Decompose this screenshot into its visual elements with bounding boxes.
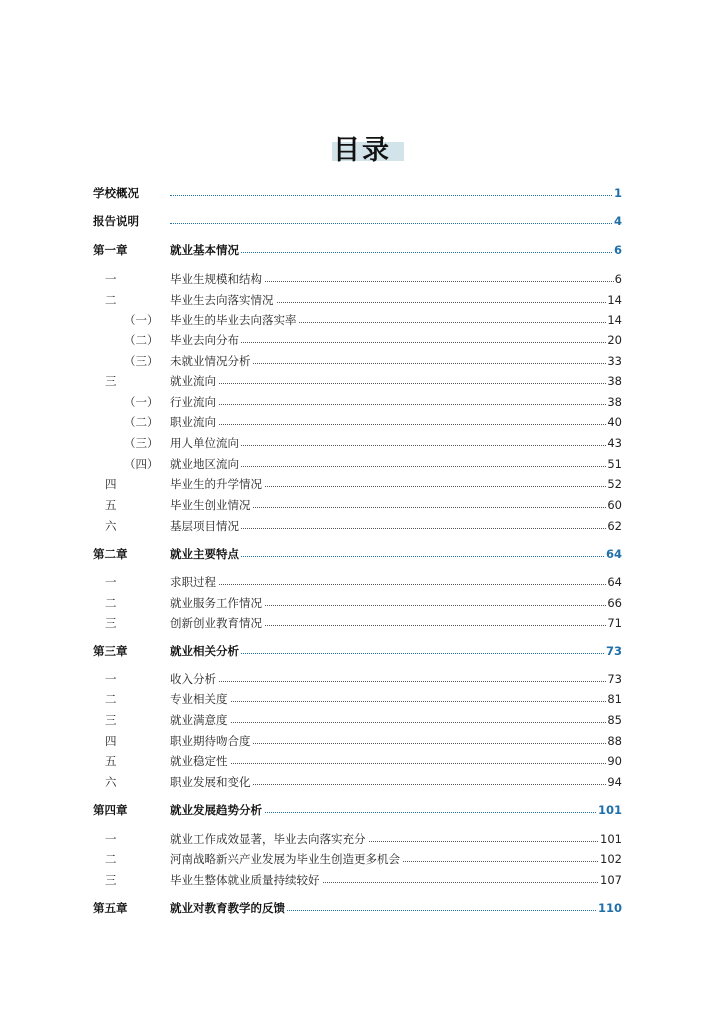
- toc-entry-number: 六: [105, 775, 117, 789]
- toc-entry-title: 基层项目情况: [170, 519, 239, 533]
- toc-page-number: 38: [607, 395, 622, 409]
- toc-entry-title: 创新创业教育情况: [170, 616, 262, 630]
- toc-page-number: 71: [607, 616, 622, 630]
- toc-page-number: 60: [607, 498, 622, 512]
- toc-page-number: 14: [607, 313, 622, 327]
- toc-entry-title: 就业稳定性: [170, 754, 228, 768]
- toc-page-number: 64: [605, 547, 622, 561]
- toc-entry-number: 一: [105, 272, 117, 286]
- toc-entry-title: 就业流向: [170, 374, 216, 388]
- toc-leader-dots: [170, 584, 620, 585]
- toc-entry-title: 用人单位流向: [170, 436, 239, 450]
- toc-entry-title: 毕业生去向落实情况: [170, 293, 274, 307]
- toc-page-number: 6: [613, 243, 622, 257]
- toc-page-number: 107: [600, 873, 622, 887]
- toc-page-number: 52: [607, 477, 622, 491]
- toc-leader-dots: [170, 195, 620, 196]
- toc-entry-number: 第二章: [93, 547, 128, 561]
- toc-entry[interactable]: [0, 690, 724, 708]
- toc-entry-title: 收入分析: [170, 672, 216, 686]
- toc-entry-number: 五: [105, 754, 117, 768]
- toc-entry[interactable]: [0, 670, 724, 688]
- toc-entry-number: （一）: [124, 395, 159, 409]
- toc-entry-number: （二）: [124, 333, 159, 347]
- toc-entry[interactable]: [0, 311, 724, 329]
- toc-page-number: 81: [607, 692, 622, 706]
- toc-entry[interactable]: [0, 871, 724, 889]
- toc-entry-title: 行业流向: [170, 395, 216, 409]
- toc-entry[interactable]: [0, 801, 724, 819]
- toc-entry[interactable]: [0, 475, 724, 493]
- toc-entry-number: 第五章: [93, 901, 128, 915]
- toc-entry-title: 职业发展和变化: [170, 775, 251, 789]
- toc-entry[interactable]: [0, 413, 724, 431]
- page-title: 目录: [333, 135, 391, 166]
- toc-entry[interactable]: [0, 372, 724, 390]
- toc-entry-number: 六: [105, 519, 117, 533]
- toc-page-number: 6: [614, 272, 622, 286]
- toc-entry-title: 毕业生的毕业去向落实率: [170, 313, 297, 327]
- toc-entry-title: 就业满意度: [170, 713, 228, 727]
- toc-page-number: 14: [607, 293, 622, 307]
- toc-entry-title: 就业发展趋势分析: [170, 803, 262, 817]
- toc-leader-dots: [170, 722, 620, 723]
- toc-entry[interactable]: [0, 573, 724, 591]
- toc-page-number: 64: [607, 575, 622, 589]
- toc-entry-number: （四）: [124, 457, 159, 471]
- toc-entry-number: 第三章: [93, 644, 128, 658]
- toc-page-number: 62: [607, 519, 622, 533]
- toc-entry[interactable]: [0, 241, 724, 259]
- toc-entry[interactable]: [0, 496, 724, 514]
- toc-page-number: 1: [613, 186, 622, 200]
- toc-entry[interactable]: [0, 752, 724, 770]
- toc-entry-title: 河南战略新兴产业发展为毕业生创造更多机会: [170, 852, 400, 866]
- toc-entry-number: 学校概况: [93, 186, 139, 200]
- toc-entry-number: 二: [105, 852, 117, 866]
- toc-entry-title: 求职过程: [170, 575, 216, 589]
- toc-page-number: 102: [600, 852, 622, 866]
- toc-entry-title: 毕业生整体就业质量持续较好: [170, 873, 320, 887]
- toc-entry-number: 三: [105, 616, 117, 630]
- toc-entry[interactable]: [0, 393, 724, 411]
- toc-entry-number: 三: [105, 873, 117, 887]
- toc-entry-number: 第四章: [93, 803, 128, 817]
- toc-page-number: 43: [607, 436, 622, 450]
- toc-entry[interactable]: [0, 517, 724, 535]
- toc-entry-title: 职业期待吻合度: [170, 734, 251, 748]
- toc-entry-number: 四: [105, 477, 117, 491]
- toc-entry[interactable]: [0, 270, 724, 288]
- toc-entry-title: 就业主要特点: [170, 547, 239, 561]
- toc-entry-title: 就业对教育教学的反馈: [170, 901, 285, 915]
- toc-leader-dots: [170, 223, 620, 224]
- toc-entry-number: 四: [105, 734, 117, 748]
- toc-entry-number: 一: [105, 575, 117, 589]
- toc-page-number: 88: [607, 734, 622, 748]
- toc-page-number: 73: [605, 644, 622, 658]
- toc-page-number: 85: [607, 713, 622, 727]
- toc-page-number: 90: [607, 754, 622, 768]
- toc-page-number: 73: [607, 672, 622, 686]
- toc-page-number: 40: [607, 415, 622, 429]
- toc-entry-number: 第一章: [93, 243, 128, 257]
- toc-page-number: 110: [597, 901, 622, 915]
- toc-entry[interactable]: [0, 850, 724, 868]
- toc-entry-title: 毕业生创业情况: [170, 498, 251, 512]
- toc-entry-title: 就业相关分析: [170, 644, 239, 658]
- toc-entry-number: （二）: [124, 415, 159, 429]
- toc-entry[interactable]: [0, 434, 724, 452]
- toc-entry-number: 三: [105, 374, 117, 388]
- toc-entry-number: 三: [105, 713, 117, 727]
- toc-entry[interactable]: [0, 545, 724, 563]
- toc-entry-number: 五: [105, 498, 117, 512]
- toc-entry-title: 就业工作成效显著，毕业去向落实充分: [170, 832, 366, 846]
- toc-page-number: 4: [613, 214, 622, 228]
- toc-leader-dots: [170, 424, 620, 425]
- toc-entry-number: （三）: [124, 354, 159, 368]
- toc-leader-dots: [170, 383, 620, 384]
- toc-entry-number: （一）: [124, 313, 159, 327]
- toc-entry-title: 就业服务工作情况: [170, 596, 262, 610]
- toc-page-number: 101: [597, 803, 622, 817]
- toc-entry-number: 二: [105, 596, 117, 610]
- toc-leader-dots: [170, 763, 620, 764]
- toc-entry-title: 未就业情况分析: [170, 354, 251, 368]
- toc-entry-title: 毕业生规模和结构: [170, 272, 262, 286]
- toc-entry[interactable]: [0, 352, 724, 370]
- toc-entry-title: 就业地区流向: [170, 457, 239, 471]
- toc-entry[interactable]: [0, 594, 724, 612]
- toc-page-number: 20: [607, 333, 622, 347]
- toc-entry-title: 毕业去向分布: [170, 333, 239, 347]
- toc-entry-number: 一: [105, 832, 117, 846]
- toc-entry[interactable]: [0, 184, 724, 202]
- toc-entry[interactable]: [0, 212, 724, 230]
- toc-entry-number: （三）: [124, 436, 159, 450]
- toc-leader-dots: [170, 404, 620, 405]
- toc-entry[interactable]: [0, 711, 724, 729]
- toc-page-number: 66: [607, 596, 622, 610]
- toc-entry[interactable]: [0, 455, 724, 473]
- toc-entry-number: 一: [105, 672, 117, 686]
- toc-leader-dots: [170, 701, 620, 702]
- toc-entry-number: 二: [105, 692, 117, 706]
- toc-page-number: 51: [607, 457, 622, 471]
- toc-entry-title: 专业相关度: [170, 692, 228, 706]
- toc-entry[interactable]: [0, 899, 724, 917]
- toc-entry-title: 毕业生的升学情况: [170, 477, 262, 491]
- toc-entry[interactable]: [0, 642, 724, 660]
- toc-entry-title: 职业流向: [170, 415, 216, 429]
- toc-entry-number: 二: [105, 293, 117, 307]
- toc-entry-number: 报告说明: [93, 214, 139, 228]
- toc-entry[interactable]: [0, 291, 724, 309]
- toc-page-number: 94: [607, 775, 622, 789]
- toc-leader-dots: [170, 681, 620, 682]
- toc-page-number: 38: [607, 374, 622, 388]
- toc-entry[interactable]: [0, 614, 724, 632]
- toc-page-number: 101: [600, 832, 622, 846]
- toc-page-number: 33: [607, 354, 622, 368]
- toc-entry[interactable]: [0, 773, 724, 791]
- toc-entry-title: 就业基本情况: [170, 243, 239, 257]
- toc-entry[interactable]: [0, 732, 724, 750]
- toc-entry[interactable]: [0, 830, 724, 848]
- toc-entry[interactable]: [0, 331, 724, 349]
